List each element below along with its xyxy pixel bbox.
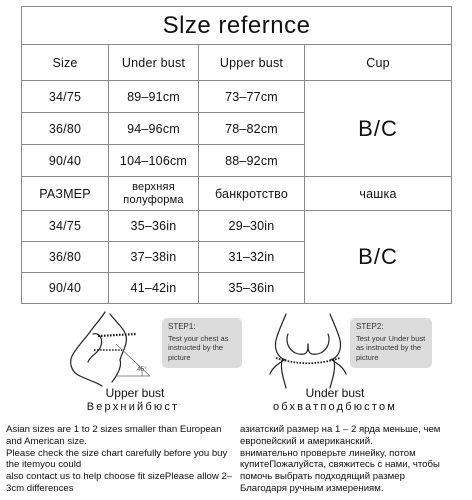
- cup-cell: B/C: [305, 211, 452, 304]
- header-size-ru: РАЗМЕР: [22, 177, 109, 211]
- step2-title: STEP2:: [356, 322, 384, 331]
- size-reference-table: [21, 6, 452, 304]
- size-cell: 36/80: [22, 242, 109, 273]
- upper-bust-cell: 29–30in: [199, 211, 305, 242]
- under-bust-caption: Under bust: [305, 386, 365, 400]
- upper-bust-caption: Upper bust: [105, 386, 165, 400]
- under-bust-cell: 37–38in: [109, 242, 199, 273]
- header-upper-bust: Upper bust: [199, 45, 305, 81]
- under-bust-cell: 35–36in: [109, 211, 199, 242]
- step1-box: [162, 318, 242, 368]
- header-row-ru: [22, 177, 452, 211]
- under-bust-cell: 41–42in: [109, 273, 199, 304]
- upper-bust-cell: 31–32in: [199, 242, 305, 273]
- under-bust-cell: 94–96cm: [109, 113, 199, 145]
- size-cell: 90/40: [22, 145, 109, 177]
- cup-cell: B/C: [305, 81, 452, 177]
- under-bust-caption-ru: обхватподбюстом: [272, 401, 398, 413]
- upper-bust-cell: 78–82cm: [199, 113, 305, 145]
- upper-bust-cell: 35–36in: [199, 273, 305, 304]
- upper-bust-cell: 73–77cm: [199, 81, 305, 113]
- table-row: [22, 81, 452, 113]
- upper-bust-cell: 88–92cm: [199, 145, 305, 177]
- step2-box: [350, 318, 432, 368]
- header-cup-ru: чашка: [305, 177, 452, 211]
- size-cell: 34/75: [22, 81, 109, 113]
- header-row-en: [22, 45, 452, 81]
- under-bust-cell: 104–106cm: [109, 145, 199, 177]
- header-under-bust: Under bust: [109, 45, 199, 81]
- step1-text: Test your chest as instructed by the picture: [168, 333, 229, 362]
- step1-title: STEP1:: [168, 322, 196, 331]
- size-cell: 36/80: [22, 113, 109, 145]
- note-english: Asian sizes are 1 to 2 sizes smaller than European and American size. Please check the size chart carefully before you buy the itemyou could also contact us to help choose fit sizePlease allow 2–3cm differences: [6, 424, 233, 494]
- table-title: Slze refernce: [22, 7, 452, 45]
- header-cup: Cup: [305, 45, 452, 81]
- note-russian: азиатский размер на 1 – 2 ярда меньше, чем европейский и американский. внимательно проверьте линейку, потом купитеПожалуйста, свяжитесь с нами, чтобы помочь выбрать подходящий размер Благодаря ручным измерениям.: [240, 424, 441, 494]
- under-bust-illustration: [258, 310, 358, 390]
- header-under-bust-ru: верхняя полуформа: [109, 177, 199, 211]
- header-upper-bust-ru: банкротство: [199, 177, 305, 211]
- upper-bust-caption-ru: Верхнийбюст: [86, 401, 180, 413]
- size-cell: 34/75: [22, 211, 109, 242]
- header-size: Size: [22, 45, 109, 81]
- upper-bust-illustration: [60, 310, 160, 390]
- step2-text: Test your Under bust as instructed by the picture: [356, 333, 426, 362]
- size-cell: 90/40: [22, 273, 109, 304]
- angle-label: 45°: [137, 366, 147, 373]
- under-bust-cell: 89–91cm: [109, 81, 199, 113]
- table-row: [22, 211, 452, 242]
